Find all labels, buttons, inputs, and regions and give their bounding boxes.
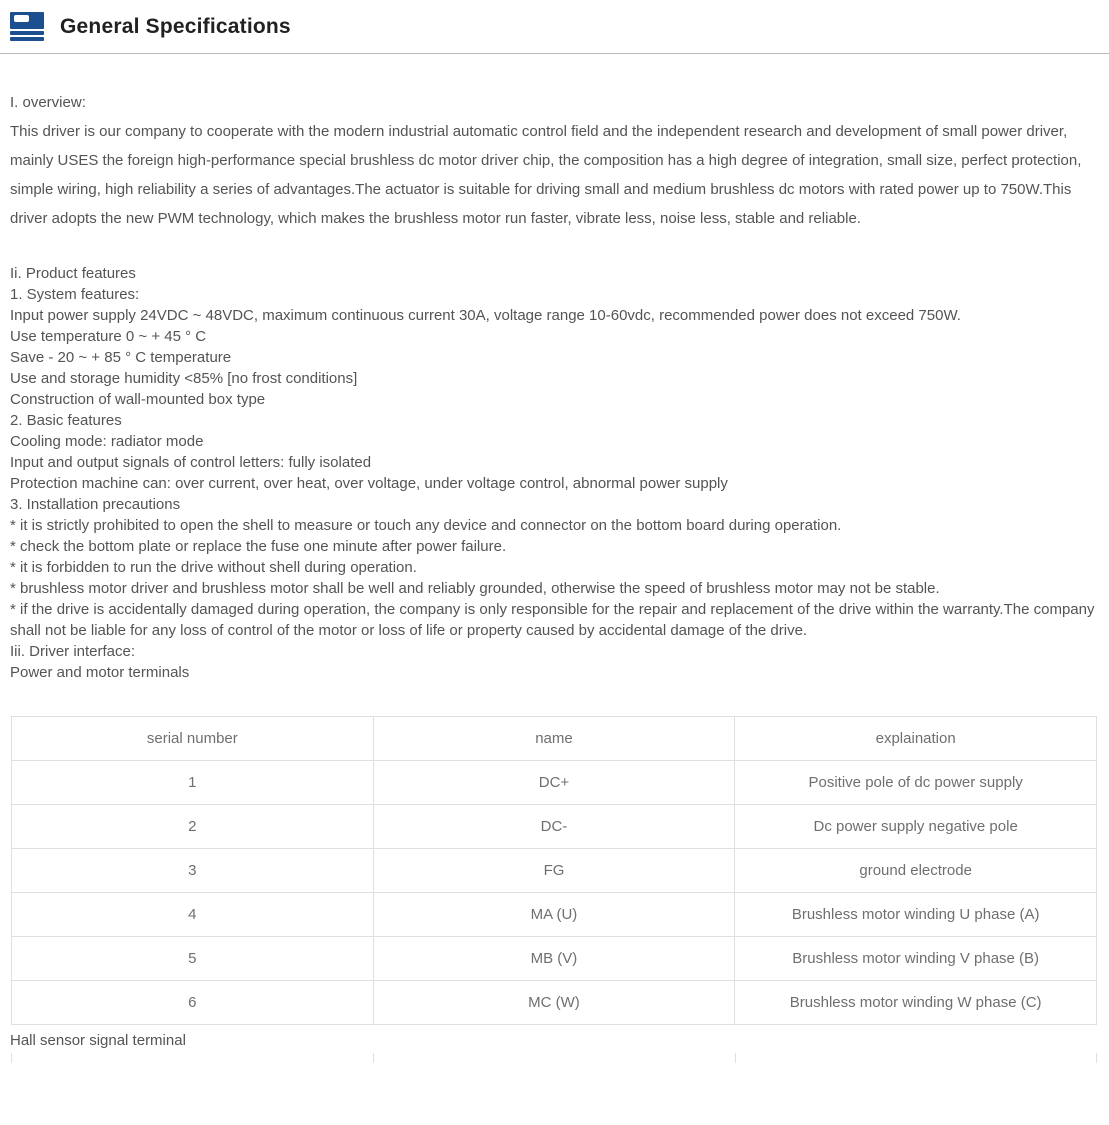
table-row: [12, 893, 1097, 937]
feature-line: Iii. Driver interface:: [10, 643, 136, 660]
overview-paragraph: [10, 88, 1101, 233]
feature-line: Input and output signals of control letters: fully isolated: [10, 454, 372, 471]
table-row: [12, 805, 1097, 849]
table-row: [12, 761, 1097, 805]
feature-line: 1. System features:: [10, 286, 140, 303]
feature-line: Protection machine can: over current, over heat, over voltage, under voltage control, abnormal power supply: [10, 475, 728, 492]
list-lines-icon: [10, 12, 44, 42]
feature-line: Input power supply 24VDC ~ 48VDC, maximum continuous current 30A, voltage range 10-60vdc, recommended power does not exceed 750W.: [10, 307, 961, 324]
overview-body: This driver is our company to cooperate with the modern industrial automatic control field and the independent research and development of small power driver, mainly USES the foreign high-performance special brushless dc motor driver chip, the composition has a high degree of integration, small size, perfect protection, simple wiring, high reliability a series of advantages.The actuator is suitable for driving small and medium brushless dc motors with rated power up to 750W.This driver adopts the new PWM technology, which makes the brushless motor run faster, vibrate less, noise less, stable and reliable.: [10, 123, 1082, 227]
table-cell: 3: [12, 849, 374, 893]
table-cell: MC (W): [373, 981, 735, 1025]
table-row: [12, 937, 1097, 981]
table-cell: Brushless motor winding U phase (A): [735, 893, 1097, 937]
table-cell: ground electrode: [735, 849, 1097, 893]
feature-line: * check the bottom plate or replace the fuse one minute after power failure.: [10, 538, 507, 555]
hall-sensor-label: Hall sensor signal terminal: [10, 1032, 186, 1049]
feature-line: Use and storage humidity <85% [no frost conditions]: [10, 370, 358, 387]
power-motor-terminal-table-wrap: [11, 716, 1101, 1025]
table-cell: 4: [12, 893, 374, 937]
table-cell: DC-: [373, 805, 735, 849]
section-header: [0, 0, 1109, 54]
next-table-border-col1: [373, 1053, 374, 1063]
feature-line: Save - 20 ~ + 85 ° C temperature: [10, 349, 232, 366]
table-row: [12, 849, 1097, 893]
table-cell: Brushless motor winding W phase (C): [735, 981, 1097, 1025]
table-header-cell: serial number: [12, 717, 374, 761]
feature-line: * it is strictly prohibited to open the shell to measure or touch any device and connector on the bottom board during operation.: [10, 517, 842, 534]
table-row: [12, 981, 1097, 1025]
feature-line: Cooling mode: radiator mode: [10, 433, 204, 450]
feature-line: * it is forbidden to run the drive without shell during operation.: [10, 559, 417, 576]
table-cell: Brushless motor winding V phase (B): [735, 937, 1097, 981]
table-cell: MA (U): [373, 893, 735, 937]
table-header-cell: explaination: [735, 717, 1097, 761]
table-cell: FG: [373, 849, 735, 893]
table-cell: MB (V): [373, 937, 735, 981]
next-table-border-right: [1096, 1053, 1097, 1063]
feature-line: Power and motor terminals: [10, 664, 190, 681]
table-cell: Dc power supply negative pole: [735, 805, 1097, 849]
page-title: General Specifications: [60, 14, 291, 38]
table-cell: 1: [12, 761, 374, 805]
feature-line: Construction of wall-mounted box type: [10, 391, 266, 408]
power-motor-terminal-table: [11, 716, 1097, 1025]
table-cell: 2: [12, 805, 374, 849]
next-table-border-col2: [735, 1053, 736, 1063]
table-cell: DC+: [373, 761, 735, 805]
terminal-table-body: [12, 717, 1097, 1025]
feature-line: Ii. Product features: [10, 265, 136, 282]
table-cell: Positive pole of dc power supply: [735, 761, 1097, 805]
feature-line: 2. Basic features: [10, 412, 122, 429]
table-header-row: [12, 717, 1097, 761]
feature-line: 3. Installation precautions: [10, 496, 181, 513]
table-cell: 6: [12, 981, 374, 1025]
table-header-cell: name: [373, 717, 735, 761]
spec-content: [0, 88, 1109, 1063]
feature-line: * if the drive is accidentally damaged during operation, the company is only responsible for the repair and replacement of the drive within the warranty.The company shall not be liable for any loss of control of the motor or loss of life or property caused by accidental damage of the drive.: [10, 601, 1095, 639]
next-table-border-left: [11, 1053, 12, 1063]
feature-line: Use temperature 0 ~ + 45 ° C: [10, 328, 207, 345]
overview-heading: I. overview:: [10, 94, 86, 111]
features-block: [10, 263, 1101, 683]
table-cell: 5: [12, 937, 374, 981]
next-table-peek: [11, 1053, 1097, 1063]
feature-line: * brushless motor driver and brushless motor shall be well and reliably grounded, otherwise the speed of brushless motor may not be stable.: [10, 580, 940, 597]
